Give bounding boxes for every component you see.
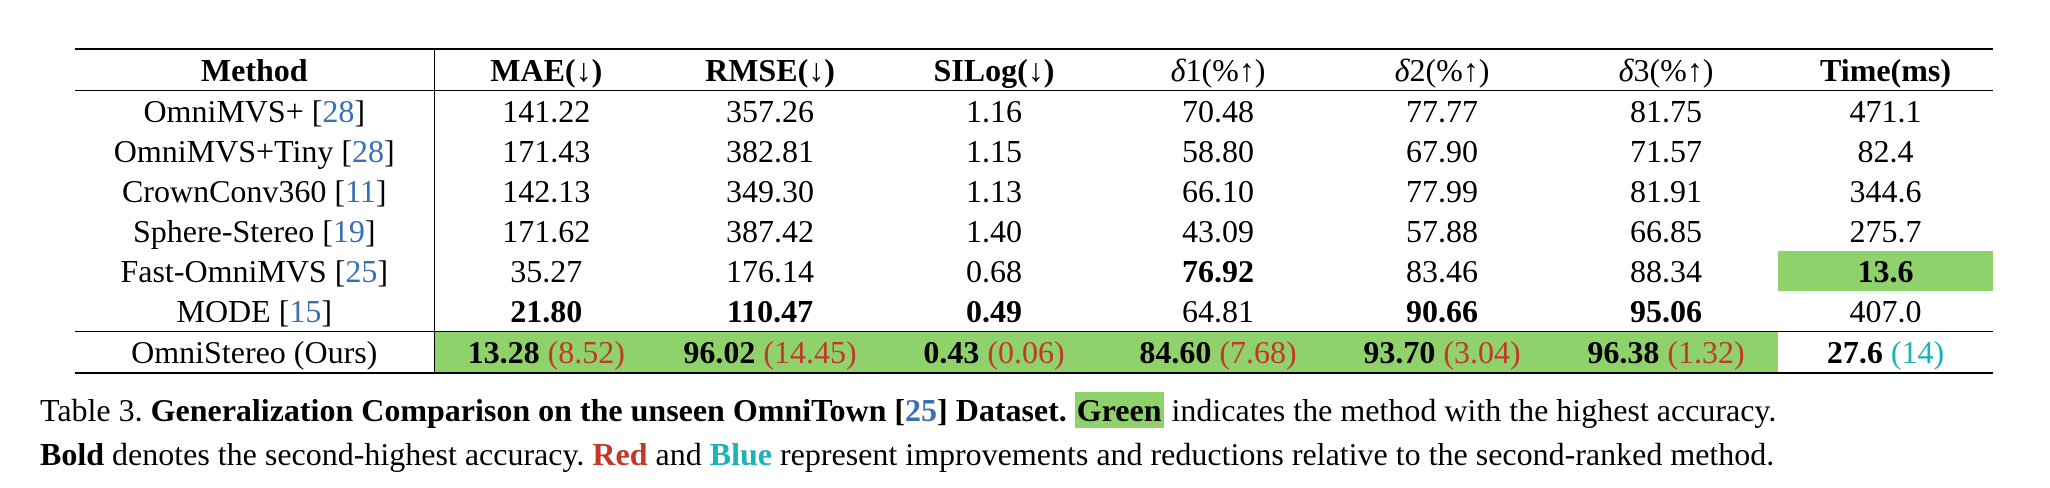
green-legend-word: Green	[1076, 392, 1162, 428]
time-cell: 471.1	[1849, 93, 1922, 129]
header-rmse: RMSE(↓)	[658, 49, 882, 91]
mae-value: 13.28	[467, 334, 540, 370]
header-delta2	[1330, 49, 1554, 91]
rmse-cell: 349.30	[726, 173, 814, 209]
time-cell	[1778, 332, 1993, 374]
table-caption	[40, 388, 2030, 476]
caption-title-part: Generalization Comparison on the unseen OmniTown [	[150, 392, 906, 428]
delta2-cell: 90.66	[1406, 293, 1478, 329]
rmse-cell: 357.26	[726, 93, 814, 129]
citation-link[interactable]: 15	[289, 293, 322, 329]
method-cell: CrownConv360 [11]	[75, 171, 434, 211]
delta-symbol: δ	[1170, 52, 1186, 88]
time-cell: 82.4	[1857, 133, 1914, 169]
rmse-value: 96.02	[683, 334, 756, 370]
mae-cell: 171.62	[502, 213, 591, 249]
delta2-cell: 67.90	[1406, 133, 1478, 169]
caption-title-part: ] Dataset.	[937, 392, 1067, 428]
method-cell: MODE [15]	[75, 291, 434, 332]
method-cell: OmniMVS+Tiny [28]	[75, 131, 434, 171]
header-mae: MAE(↓)	[434, 49, 658, 91]
mae-cell-best	[434, 332, 658, 374]
rmse-improvement: (14.45)	[763, 334, 857, 370]
citation-link[interactable]: 11	[345, 173, 376, 209]
results-table	[75, 48, 1993, 374]
silog-cell: 0.49	[966, 293, 1022, 329]
header-time: Time(ms)	[1778, 49, 1993, 91]
header-silog: SILog(↓)	[882, 49, 1106, 91]
method-name: OmniMVS+	[143, 93, 304, 129]
delta3-cell-best	[1554, 332, 1778, 374]
silog-cell: 1.40	[966, 213, 1022, 249]
delta1-cell: 70.48	[1182, 93, 1254, 129]
delta1-cell-best	[1106, 332, 1330, 374]
time-reduction: (14)	[1890, 334, 1945, 370]
mae-cell: 21.80	[510, 293, 583, 329]
silog-improvement: (0.06)	[987, 334, 1065, 370]
mae-cell: 171.43	[502, 133, 591, 169]
silog-cell: 0.68	[966, 253, 1022, 289]
table-row	[75, 291, 1993, 332]
header-delta3	[1554, 49, 1778, 91]
delta1-improvement: (7.68)	[1219, 334, 1297, 370]
delta1-cell: 64.81	[1182, 293, 1254, 329]
table-row	[75, 211, 1993, 251]
silog-value: 0.43	[923, 334, 980, 370]
method-name: Fast-OmniMVS	[120, 253, 327, 289]
delta1-cell: 76.92	[1182, 253, 1254, 289]
delta2-cell: 83.46	[1406, 253, 1478, 289]
bold-legend-word: Bold	[40, 436, 105, 472]
time-cell-best: 13.6	[1778, 251, 1993, 291]
delta1-cell: 66.10	[1182, 173, 1254, 209]
delta3-improvement: (1.32)	[1667, 334, 1745, 370]
table-row	[75, 91, 1993, 132]
table-row	[75, 251, 1993, 291]
table-row	[75, 171, 1993, 211]
blue-legend-word: Blue	[709, 436, 772, 472]
rmse-cell: 110.47	[726, 293, 814, 329]
header-delta1-rest: 1(%↑)	[1185, 52, 1266, 88]
silog-cell-best	[882, 332, 1106, 374]
delta3-value: 96.38	[1587, 334, 1660, 370]
header-method: Method	[75, 49, 434, 91]
delta2-cell: 77.99	[1406, 173, 1478, 209]
delta1-cell: 58.80	[1182, 133, 1254, 169]
mae-cell: 142.13	[502, 173, 591, 209]
rmse-cell-best	[658, 332, 882, 374]
method-name: OmniMVS+Tiny	[113, 133, 334, 169]
delta1-cell: 43.09	[1182, 213, 1254, 249]
citation-link[interactable]: 28	[352, 133, 385, 169]
time-cell: 407.0	[1849, 293, 1922, 329]
method-cell: Fast-OmniMVS [25]	[75, 251, 434, 291]
caption-text: represent improvements and reductions relative to the second-ranked method.	[771, 436, 1775, 472]
delta3-cell: 88.34	[1630, 253, 1702, 289]
method-name: CrownConv360	[121, 173, 327, 209]
delta3-cell: 81.91	[1630, 173, 1702, 209]
delta2-value: 93.70	[1363, 334, 1436, 370]
delta3-cell: 66.85	[1630, 213, 1702, 249]
delta2-cell: 57.88	[1406, 213, 1478, 249]
method-name: MODE	[176, 293, 271, 329]
results-table-container	[75, 48, 1993, 374]
red-legend-word: Red	[592, 436, 648, 472]
table-row	[75, 131, 1993, 171]
caption-text: and	[647, 436, 710, 472]
silog-cell: 1.15	[966, 133, 1022, 169]
header-delta3-rest: 3(%↑)	[1633, 52, 1714, 88]
silog-cell: 1.13	[966, 173, 1022, 209]
mae-cell: 35.27	[510, 253, 583, 289]
delta3-cell: 81.75	[1630, 93, 1702, 129]
method-cell: OmniMVS+ [28]	[75, 91, 434, 132]
header-row	[75, 49, 1993, 91]
rmse-cell: 387.42	[726, 213, 814, 249]
header-delta2-rest: 2(%↑)	[1409, 52, 1490, 88]
delta2-cell: 77.77	[1406, 93, 1478, 129]
delta2-cell-best	[1330, 332, 1554, 374]
method-name: Sphere-Stereo	[132, 213, 315, 249]
header-delta1	[1106, 49, 1330, 91]
delta3-cell: 71.57	[1630, 133, 1702, 169]
table-row-ours	[75, 332, 1993, 374]
delta-symbol: δ	[1618, 52, 1634, 88]
caption-label: Table 3.	[40, 392, 143, 428]
method-cell: Sphere-Stereo [19]	[75, 211, 434, 251]
rmse-cell: 382.81	[726, 133, 814, 169]
delta2-improvement: (3.04)	[1443, 334, 1521, 370]
citation-link[interactable]: 19	[332, 213, 365, 249]
time-cell: 275.7	[1849, 213, 1922, 249]
mae-cell: 141.22	[502, 93, 591, 129]
caption-title	[151, 392, 1067, 428]
method-cell: OmniStereo (Ours)	[75, 332, 434, 374]
rmse-cell: 176.14	[726, 253, 814, 289]
time-cell: 344.6	[1849, 173, 1922, 209]
silog-cell: 1.16	[966, 93, 1022, 129]
delta1-value: 84.60	[1139, 334, 1212, 370]
caption-text: denotes the second-highest accuracy.	[104, 436, 593, 472]
citation-link[interactable]: 28	[322, 93, 355, 129]
citation-link[interactable]: 25	[905, 392, 938, 428]
caption-text: indicates the method with the highest accuracy.	[1163, 392, 1777, 428]
time-value: 27.6	[1826, 334, 1883, 370]
delta3-cell: 95.06	[1630, 293, 1702, 329]
citation-link[interactable]: 25	[345, 253, 378, 289]
mae-improvement: (8.52)	[547, 334, 625, 370]
delta-symbol: δ	[1394, 52, 1410, 88]
